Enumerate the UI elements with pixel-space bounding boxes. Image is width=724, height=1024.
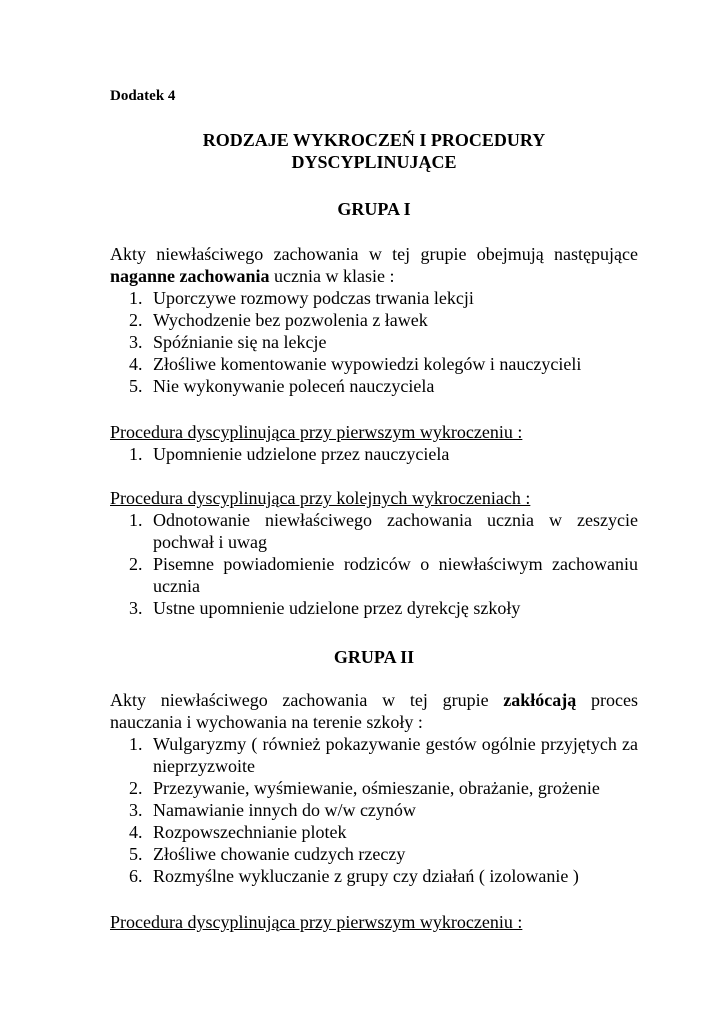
item-number: 5. xyxy=(129,376,143,396)
item-number: 6. xyxy=(129,866,143,886)
group2-heading: GRUPA II xyxy=(333,647,415,667)
list-item xyxy=(110,553,638,597)
list-item xyxy=(110,309,638,331)
list-item xyxy=(110,353,638,375)
group1-intro xyxy=(110,243,638,287)
item-number: 3. xyxy=(129,332,143,352)
list-item xyxy=(110,733,638,777)
item-number: 1. xyxy=(129,444,143,464)
item-number: 2. xyxy=(129,778,143,798)
list-item xyxy=(110,843,638,865)
item-number: 4. xyxy=(129,354,143,374)
item-text: Wulgaryzmy ( również pokazywanie gestów ogólnie przyjętych za nieprzyzwoite xyxy=(153,734,638,776)
item-text: Upomnienie udzielone przez nauczyciela xyxy=(153,444,450,464)
item-number: 4. xyxy=(129,822,143,842)
appendix-label: Dodatek 4 xyxy=(110,88,176,104)
group1-behaviors-list xyxy=(110,287,638,397)
item-text: Namawianie innych do w/w czynów xyxy=(153,800,416,820)
title-line-1: RODZAJE WYKROCZEŃ I PROCEDURY xyxy=(202,130,546,150)
group2-behaviors-list xyxy=(110,733,638,887)
item-text: Rozmyślne wykluczanie z grupy czy działań ( izolowanie ) xyxy=(153,866,579,886)
item-text: Rozpowszechnianie plotek xyxy=(153,822,347,842)
item-text: Odnotowanie niewłaściwego zachowania ucznia w zeszycie pochwał i uwag xyxy=(153,510,638,552)
item-number: 3. xyxy=(129,800,143,820)
group2-intro-text-1: Akty niewłaściwego zachowania w tej grupie xyxy=(110,690,504,710)
list-item xyxy=(110,597,638,619)
item-text: Ustne upomnienie udzielone przez dyrekcję szkoły xyxy=(153,598,521,618)
item-text: Złośliwe chowanie cudzych rzeczy xyxy=(153,844,406,864)
group1-intro-bold: naganne zachowania xyxy=(110,266,270,286)
document-title xyxy=(110,129,638,173)
group1-intro-text-1: Akty niewłaściwego zachowania w tej grupie obejmują następujące xyxy=(110,244,638,264)
item-text: Uporczywe rozmowy podczas trwania lekcji xyxy=(153,288,474,308)
item-text: Nie wykonywanie poleceń nauczyciela xyxy=(153,376,435,396)
group1-procedure-first-heading: Procedura dyscyplinująca przy pierwszym wykroczeniu : xyxy=(110,422,523,442)
group2-intro-text-2: proces nauczania i wychowania na terenie szkoły : xyxy=(110,690,638,732)
item-text: Pisemne powiadomienie rodziców o niewłaściwym zachowaniu ucznia xyxy=(153,554,638,596)
group1-intro-text-2: ucznia w klasie : xyxy=(269,266,395,286)
item-number: 2. xyxy=(129,310,143,330)
group2-intro-bold: zakłócają xyxy=(503,690,577,710)
item-number: 1. xyxy=(129,510,143,530)
group1-procedure-next-list xyxy=(110,509,638,619)
list-item xyxy=(110,865,638,887)
group2-procedure-first-heading: Procedura dyscyplinująca przy pierwszym wykroczeniu : xyxy=(110,912,523,932)
list-item xyxy=(110,375,638,397)
group1-heading: GRUPA I xyxy=(337,199,411,219)
item-number: 1. xyxy=(129,734,143,754)
title-line-2: DYSCYPLINUJĄCE xyxy=(291,152,457,172)
group2-intro xyxy=(110,689,638,733)
group1-procedure-first-list xyxy=(110,443,638,465)
item-text: Przezywanie, wyśmiewanie, ośmieszanie, obrażanie, grożenie xyxy=(153,778,600,798)
item-text: Złośliwe komentowanie wypowiedzi kolegów i nauczycieli xyxy=(153,354,582,374)
list-item xyxy=(110,777,638,799)
item-number: 3. xyxy=(129,598,143,618)
list-item xyxy=(110,799,638,821)
list-item xyxy=(110,443,638,465)
item-number: 1. xyxy=(129,288,143,308)
list-item xyxy=(110,509,638,553)
item-text: Spóźnianie się na lekcje xyxy=(153,332,327,352)
list-item xyxy=(110,287,638,309)
item-text: Wychodzenie bez pozwolenia z ławek xyxy=(153,310,428,330)
item-number: 5. xyxy=(129,844,143,864)
group1-procedure-next-heading: Procedura dyscyplinująca przy kolejnych wykroczeniach : xyxy=(110,488,531,508)
list-item xyxy=(110,331,638,353)
item-number: 2. xyxy=(129,554,143,574)
list-item xyxy=(110,821,638,843)
